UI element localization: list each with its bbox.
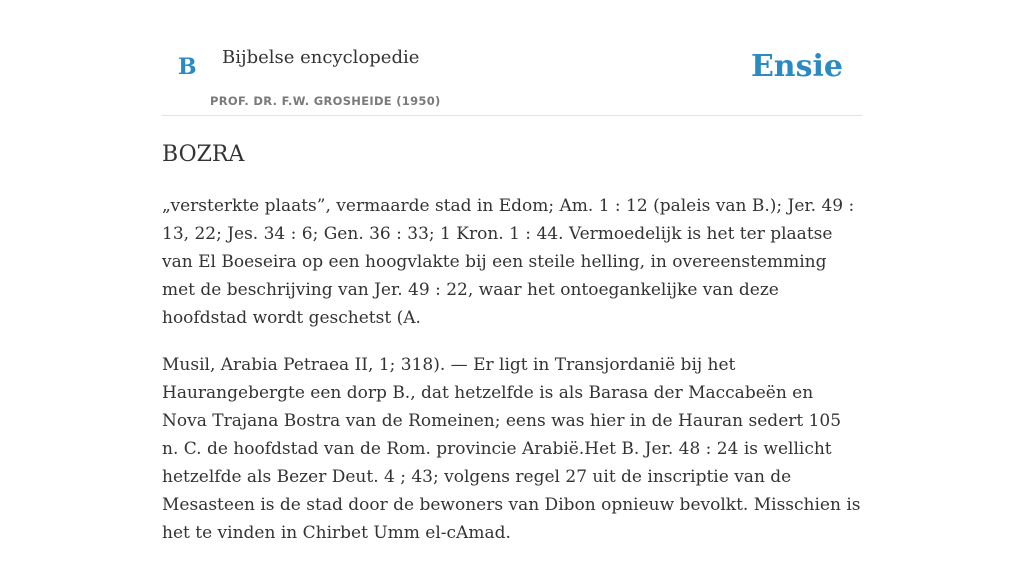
entry-paragraph: Musil, Arabia Petraea II, 1; 318). — Er ligt in Transjordanië bij het Haurangebergte een dorp B., dat hetzelfde is als Barasa der Maccabeën en Nova Trajana Bostra van de Romeinen; eens was hier in de Hauran sedert 105 n. C. de hoofdstad van de Rom. provincie Arabië.Het B. Jer. 48 : 24 is wellicht hetzelfde als Bezer Deut. 4 ; 43; volgens regel 27 uit de inscriptie van de Mesasteen is de stad door de bewoners van Dibon opnieuw bevolkt. Misschien is het te vinden in Chirbet Umm el-cAmad. [162,355,861,543]
entry-body [162,192,862,566]
book-title-link[interactable]: Bijbelse encyclopedie [222,47,420,68]
ensie-logo[interactable]: Ensie [750,49,843,84]
page-container [162,0,862,543]
book-logo-letter[interactable]: B [178,54,197,80]
entry-title: BOZRA [162,142,245,167]
book-header [162,0,862,116]
book-author: PROF. DR. F.W. GROSHEIDE (1950) [210,94,441,108]
entry-paragraph: „versterkte plaats”, vermaarde stad in Edom; Am. 1 : 12 (paleis van B.); Jer. 49 : 13, 22; Jes. 34 : 6; Gen. 36 : 33; 1 Kron. 1 : 44. Vermoedelijk is het ter plaatse van El Boeseira op een hoogvlakte bij een steile helling, in overeenstemming met de beschrijving van Jer. 49 : 22, waar het ontoegankelijke van deze hoofdstad wordt geschetst (A. [162,196,855,328]
